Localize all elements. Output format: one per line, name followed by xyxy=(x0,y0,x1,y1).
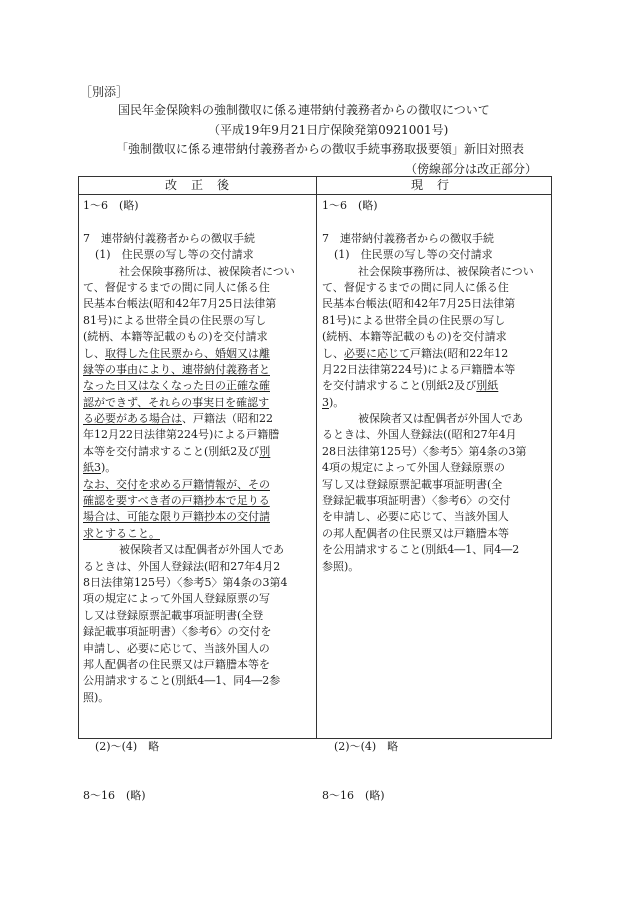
text-line: の邦人配偶者の住民票又は戸籍謄本等 xyxy=(322,526,509,540)
column-divider xyxy=(316,177,317,738)
text-line: 社会保険事務所は、被保険者につい xyxy=(358,264,534,278)
amended-text: 別紙 xyxy=(476,379,499,393)
text-line: 81号)による世帯全員の住民票の写し xyxy=(322,313,506,327)
text-line: 照)。 xyxy=(83,690,110,704)
text-span: し、 xyxy=(83,346,105,360)
amended-text: 認ができず、それらの事実日を確認す xyxy=(83,395,270,409)
text-line: 年12月22日法律第224号)による戸籍謄 xyxy=(83,428,280,442)
text-line: 民基本台帳法(昭和42年7月25日法律第 xyxy=(83,297,277,311)
current-column-header: 現行 xyxy=(411,178,464,192)
text-line: (1) 住民票の写し等の交付請求 xyxy=(334,248,493,262)
text-line xyxy=(83,411,311,427)
text-span: )。 xyxy=(329,395,345,409)
text-line: 参照)。 xyxy=(322,559,360,573)
amended-text: 場合は、可能な限り戸籍抄本の交付請 xyxy=(83,510,270,524)
text-line: を申請し、必要に応じて、当該外国人 xyxy=(322,510,509,524)
text-line: (2)～(4) 略 xyxy=(95,739,160,753)
text-line: 81号)による世帯全員の住民票の写し xyxy=(83,313,267,327)
text-span: 、戸籍法（昭和22 xyxy=(182,412,273,426)
text-line: 写し又は登録原票記載事項証明書(全 xyxy=(322,477,503,491)
text-line: 被保険者又は配偶者が外国人であ xyxy=(119,543,284,557)
comparison-table-title: 「強制徴収に係る連帯納付義務者からの徴収手続事務取扱要領」新旧対照表 xyxy=(116,142,525,156)
text-line xyxy=(83,460,311,476)
text-line: て、督促するまでの間に同人に係る住 xyxy=(322,280,509,294)
text-line xyxy=(83,444,311,460)
attachment-tag: ［別添］ xyxy=(80,85,129,99)
revised-column-header: 改正後 xyxy=(165,178,244,192)
text-line: (1) 住民票の写し等の交付請求 xyxy=(95,248,254,262)
text-line: (続柄、本籍等記載のもの)を交付請求 xyxy=(322,330,507,344)
amended-text: 取得した住民票から、婚姻又は離 xyxy=(105,346,270,360)
amended-text: る必要がある場合は xyxy=(83,412,182,426)
text-line xyxy=(322,346,548,362)
text-line: て、督促するまでの間に同人に係る住 xyxy=(83,280,270,294)
text-line: を公用請求すること(別紙4―1、同4―2 xyxy=(322,543,520,557)
text-line: 月22日法律第224号)による戸籍謄本等 xyxy=(322,362,516,376)
text-line: (続柄、本籍等記載のもの)を交付請求 xyxy=(83,330,268,344)
amended-text: なった日又はなくなった日の正確な確 xyxy=(83,379,270,393)
text-line: 8日法律第125号）〈参考5〉第4条の3第4 xyxy=(83,575,288,589)
amended-text: なお、交付を求める戸籍情報が、その xyxy=(83,477,270,491)
text-line: 申請し、必要に応じて、当該外国人の xyxy=(83,641,270,655)
underline-note: （傍線部分は改正部分） xyxy=(405,162,538,176)
text-line: 社会保険事務所は、被保険者につい xyxy=(119,264,295,278)
amended-text: 縁等の事由により、連帯納付義務者と xyxy=(83,362,270,376)
text-line: 28日法律第125号）〈参考5〉第4条の3第 xyxy=(322,444,527,458)
text-line: 被保険者又は配偶者が外国人であ xyxy=(358,412,523,426)
text-line: 7 連帯納付義務者からの徴収手続 xyxy=(83,231,255,245)
document-title: 国民年金保険料の強制徴収に係る連帯納付義務者からの徴収について xyxy=(118,103,490,117)
text-line: 1～6 (略) xyxy=(83,199,139,212)
text-line: るときは、外国人登録法(昭和27年4月2 xyxy=(83,559,281,573)
text-line xyxy=(83,346,311,362)
notice-number: （平成19年9月21日庁保険発第0921001号) xyxy=(208,123,449,137)
text-line: 4項の規定によって外国人登録原票の xyxy=(322,461,505,475)
amended-text: 求とすること。 xyxy=(83,526,160,540)
text-span: し、 xyxy=(322,346,344,360)
amended-text: 3 xyxy=(322,395,329,409)
text-line: 録記載事項証明書）〈参考6〉の交付を xyxy=(83,625,272,639)
text-line: るときは、外国人登録法((昭和27年4月 xyxy=(322,428,517,442)
text-line: 公用請求すること(別紙4―1、同4―2参 xyxy=(83,674,281,688)
header-divider xyxy=(79,194,551,195)
text-line xyxy=(322,395,548,411)
text-line: 8～16 (略) xyxy=(322,789,385,803)
text-line: し又は登録原票記載事項証明書(全登 xyxy=(83,608,264,622)
text-line: 1～6 (略) xyxy=(322,199,378,212)
amended-text: 確認を要すべき者の戸籍抄本で足りる xyxy=(83,494,270,508)
text-span: 本等を交付請求すること(別紙2及び xyxy=(83,444,260,458)
current-column-text xyxy=(322,198,548,804)
text-line: 項の規定によって外国人登録原票の写 xyxy=(83,592,270,606)
text-line: 登録記載事項証明書）〈参考6〉の交付 xyxy=(322,494,511,508)
text-line: 邦人配偶者の住民票又は戸籍謄本等を xyxy=(83,657,270,671)
amended-text: 紙3 xyxy=(83,461,101,475)
text-line: 8～16 (略) xyxy=(83,789,146,803)
text-line: (2)～(4) 略 xyxy=(334,739,399,753)
revised-column-text xyxy=(83,198,311,804)
amended-text: 必要に応じて xyxy=(344,346,410,360)
text-span: )。 xyxy=(101,461,117,475)
text-span: 戸籍法(昭和22年12 xyxy=(410,346,509,360)
text-line xyxy=(322,378,548,394)
comparison-table xyxy=(78,176,552,803)
text-line: 7 連帯納付義務者からの徴収手続 xyxy=(322,231,494,245)
amended-text: 別 xyxy=(259,444,271,458)
text-line: 民基本台帳法(昭和42年7月25日法律第 xyxy=(322,297,516,311)
text-span: を交付請求すること(別紙2及び xyxy=(322,379,477,393)
